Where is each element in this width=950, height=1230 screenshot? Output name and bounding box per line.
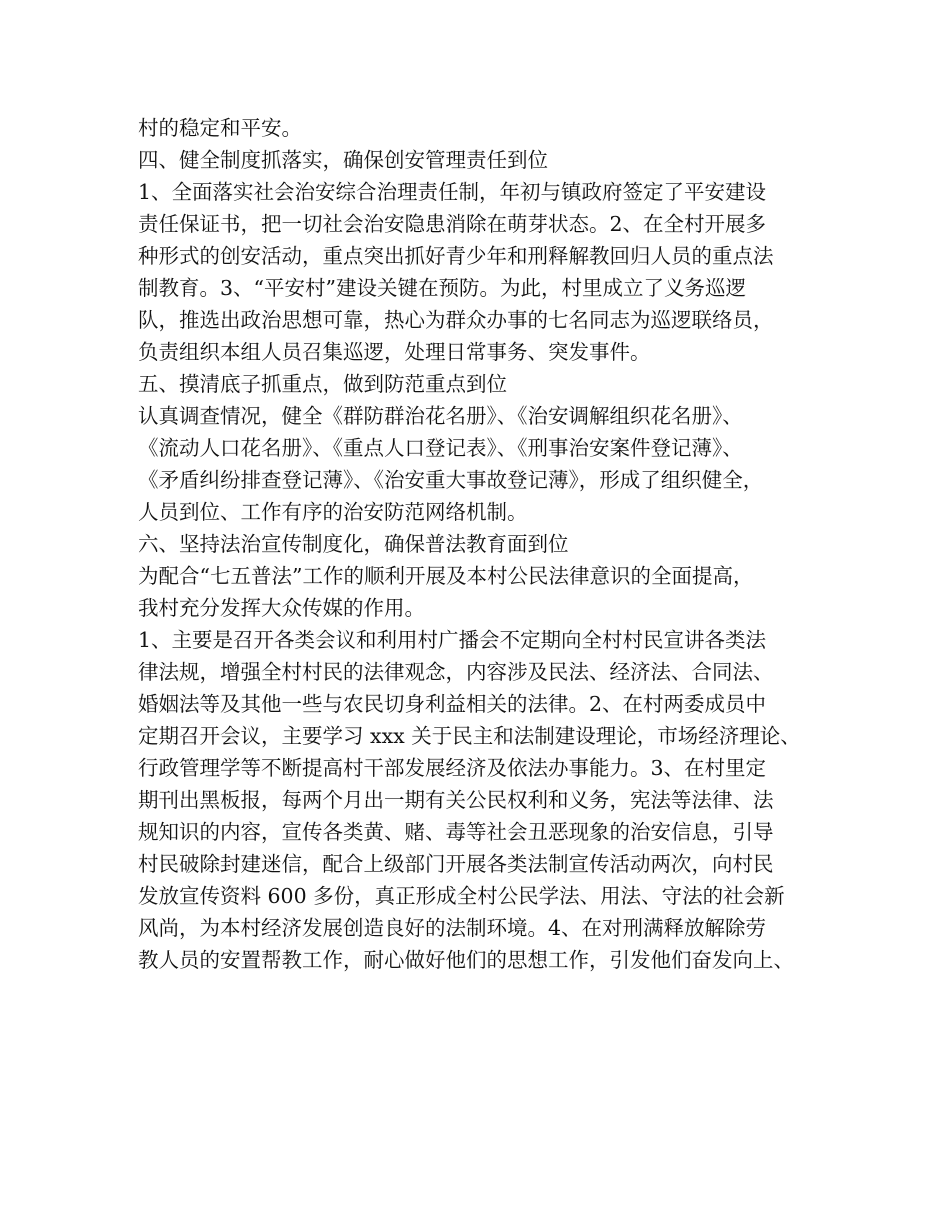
section-heading-6: 六、坚持法治宣传制度化，确保普法教育面到位	[138, 532, 569, 556]
paragraph-line: 村的稳定和平安。	[138, 116, 302, 140]
paragraph-line: 风尚，为本村经济发展创造良好的法制环境。4、在对刑满释放解除劳	[138, 916, 767, 940]
paragraph-line: 定期召开会议，主要学习 xxx 关于民主和法制建设理论，市场经济理论、	[138, 724, 801, 748]
paragraph-line: 为配合“七五普法”工作的顺利开展及本村公民法律意识的全面提高，	[138, 564, 754, 588]
paragraph-line: 规知识的内容，宣传各类黄、赌、毒等社会丑恶现象的治安信息，引导	[138, 820, 774, 844]
paragraph-line: 责任保证书，把一切社会治安隐患消除在萌芽状态。2、在全村开展多	[138, 212, 767, 236]
paragraph-line: 负责组织本组人员召集巡逻，处理日常事务、突发事件。	[138, 340, 651, 364]
paragraph-line: 教人员的安置帮教工作，耐心做好他们的思想工作，引发他们奋发向上、	[138, 948, 794, 972]
paragraph-line: 村民破除封建迷信，配合上级部门开展各类法制宣传活动两次，向村民	[138, 852, 774, 876]
body-text	[138, 112, 838, 976]
paragraph-line: 认真调查情况，健全《群防群治花名册》、《治安调解组织花名册》、	[138, 404, 743, 428]
paragraph-line: 期刊出黑板报，每两个月出一期有关公民权利和义务，宪法等法律、法	[138, 788, 774, 812]
section-heading-4: 四、健全制度抓落实，确保创安管理责任到位	[138, 148, 548, 172]
paragraph-line: 律法规，增强全村村民的法律观念，内容涉及民法、经济法、合同法、	[138, 660, 774, 684]
paragraph-line: 1、主要是召开各类会议和利用村广播会不定期向全村村民宣讲各类法	[138, 628, 767, 652]
paragraph-line: 《矛盾纠纷排查登记薄》、《治安重大事故登记薄》，形成了组织健全，	[138, 468, 764, 492]
paragraph-line: 队，推选出政治思想可靠，热心为群众办事的七名同志为巡逻联络员，	[138, 308, 774, 332]
paragraph-line: 我村充分发挥大众传媒的作用。	[138, 596, 425, 620]
paragraph-line: 制教育。3、“平安村”建设关键在预防。为此，村里成立了义务巡逻	[138, 276, 747, 300]
paragraph-line: 婚姻法等及其他一些与农民切身利益相关的法律。2、在村两委成员中	[138, 692, 767, 716]
paragraph-line: 发放宣传资料 600 多份，真正形成全村公民学法、用法、守法的社会新	[138, 884, 785, 908]
paragraph-line: 行政管理学等不断提高村干部发展经济及依法办事能力。3、在村里定	[138, 756, 767, 780]
paragraph-line: 种形式的创安活动，重点突出抓好青少年和刑释解教回归人员的重点法	[138, 244, 774, 268]
paragraph-line: 1、全面落实社会治安综合治理责任制，年初与镇政府签定了平安建设	[138, 180, 767, 204]
paragraph-line: 《流动人口花名册》、《重点人口登记表》、《刑事治安案件登记薄》、	[138, 436, 743, 460]
section-heading-5: 五、摸清底子抓重点，做到防范重点到位	[138, 372, 507, 396]
paragraph-line: 人员到位、工作有序的治安防范网络机制。	[138, 500, 528, 524]
